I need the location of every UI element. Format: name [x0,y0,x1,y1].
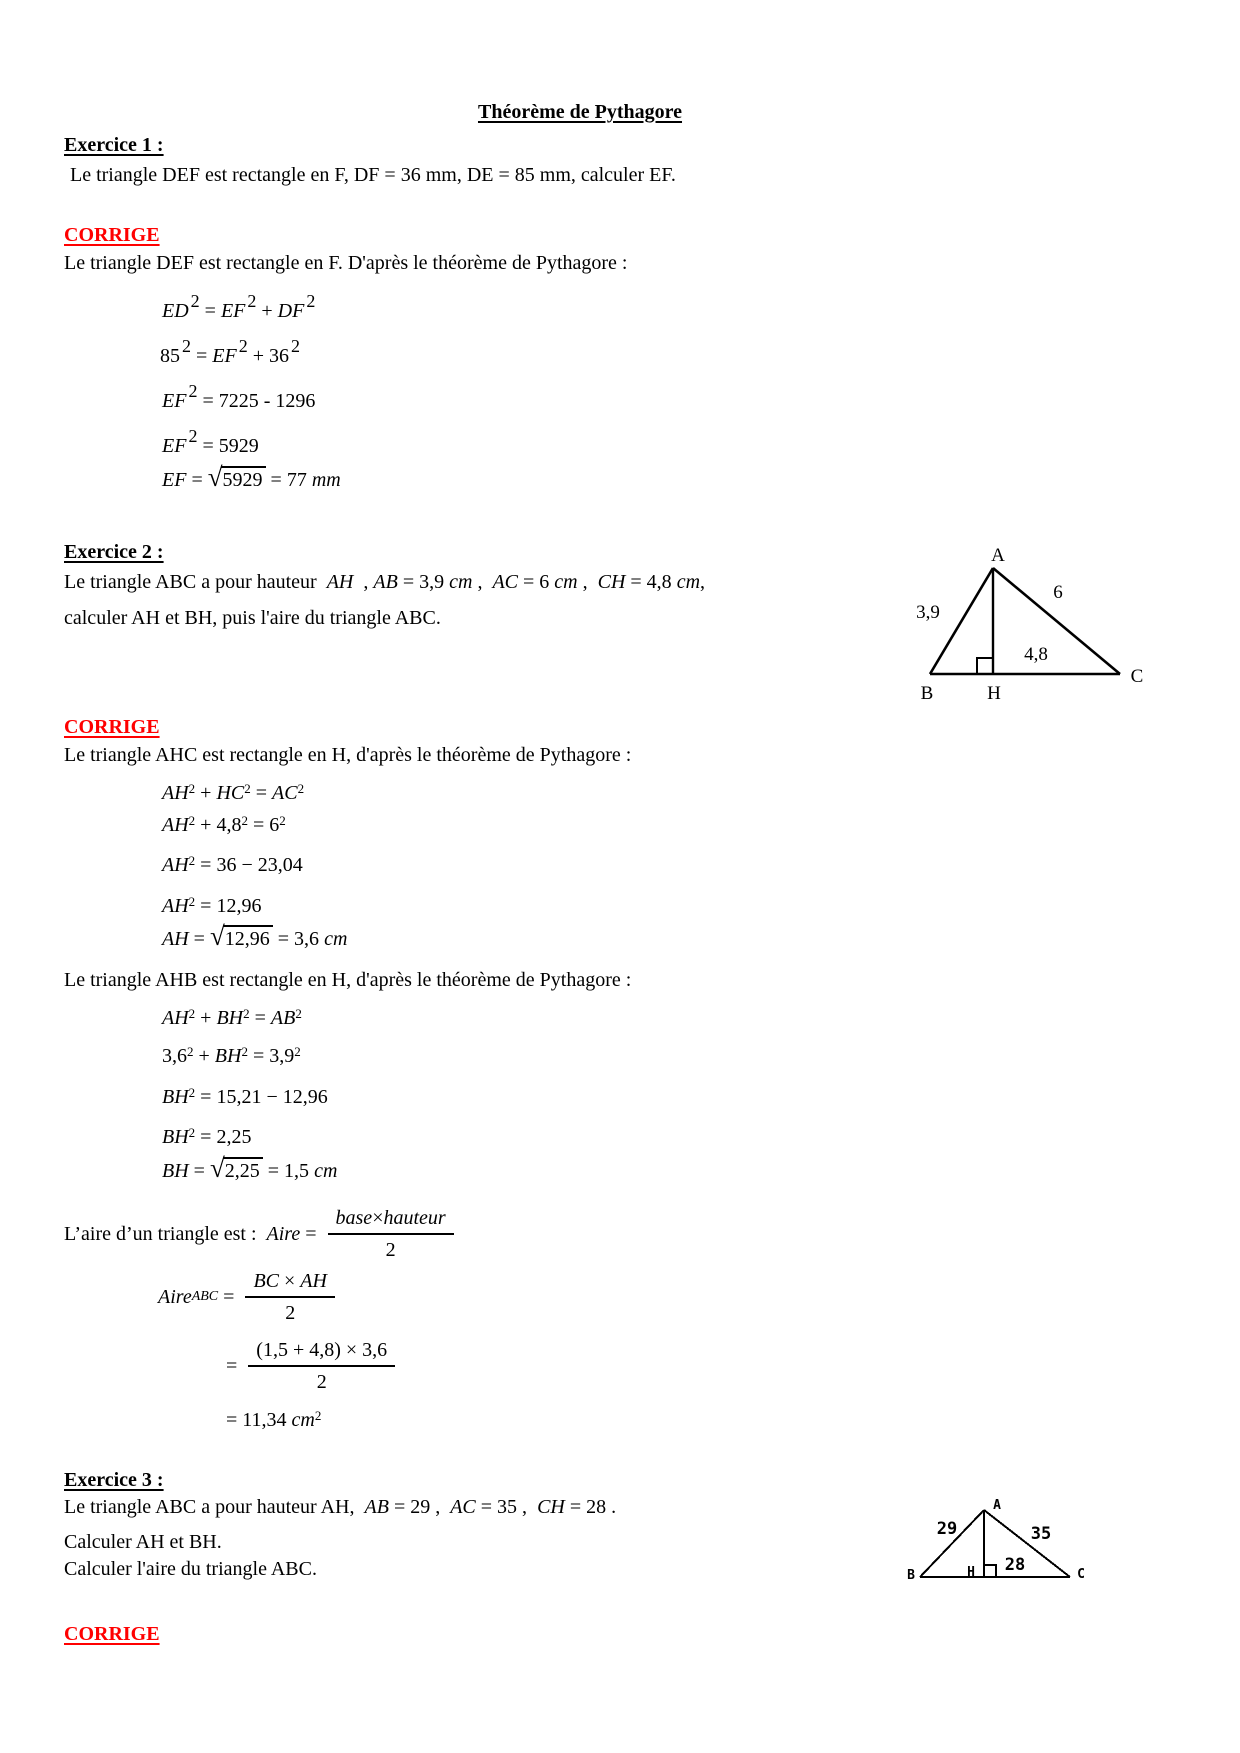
math-line: 85 2 = EF 2 + 36 2 [160,336,300,367]
foot-label-h: H [987,683,1001,704]
exercise2-solution-intro2: Le triangle AHB est rectangle en H, d'après le théorème de Pythagore : [64,969,632,991]
exercise2-statement-line2: calculer AH et BH, puis l'aire du triangle ABC. [64,607,441,629]
foot-label-h: H [967,1565,975,1580]
vertex-label-b: B [907,1568,915,1583]
exercise2-solution-intro1: Le triangle AHC est rectangle en H, d'après le théorème de Pythagore : [64,744,632,766]
right-angle-marker [977,658,993,674]
math-line: EF 2 = 7225 - 1296 [162,381,316,412]
triangle-diagram-exercise2 [890,540,1180,715]
math-line: $BH^2 = 2,25$ [162,1125,252,1148]
math-line: $AH^2 + HC^2 = AC^2$ [162,781,305,804]
math-line: $AH^2 = 12,96$ [162,894,262,917]
math-line: AH = √ 12,96 = 3,6 cm [162,921,348,951]
side-label-ac: 6 [1053,582,1063,603]
segment-label-hc: 4,8 [1024,644,1048,665]
math-line: $3,6^2 + BH^2 = 3,9^2$ [162,1044,301,1067]
exercise3-statement-line3: Calculer l'aire du triangle ABC. [64,1558,317,1580]
area-formula-line: Aire ABC = $\frac{BC \times AH}{2}$ [158,1268,341,1326]
segment-label-hc: 28 [1004,1555,1026,1575]
math-line: EF = √ 5929 = 77 mm [162,462,341,492]
exercise1-corrige-label: CORRIGE [64,224,160,246]
exercise1-statement: Le triangle DEF est rectangle en F, DF = 36 mm, DE = 85 mm, calculer EF. [70,164,676,186]
exercise3-heading: Exercice 3 : [64,1469,164,1491]
vertex-label-a: A [993,1498,1001,1513]
math-line: ED 2 = EF 2 + DF 2 [162,291,316,322]
exercise1-heading: Exercice 1 : [64,134,164,156]
area-result-line: = 11,34 $cm^2$ [226,1408,322,1431]
area-formula-line: = $\frac{(1,5 + 4,8) \times 3,6}{2}$ [226,1337,401,1395]
triangle-diagram-exercise3 [900,1490,1100,1590]
math-line: $BH^2 = 15,21 - 12,96$ [162,1085,328,1108]
exercise3-statement-line2: Calculer AH et BH. [64,1531,222,1553]
exercise1-solution-intro: Le triangle DEF est rectangle en F. D'après le théorème de Pythagore : [64,252,628,274]
area-formula-line: L’aire d’un triangle est : Aire = $\frac{\text{base×hauteur}}{2}$ [64,1205,460,1263]
math-line: $AH^2 + BH^2 = AB^2$ [162,1006,302,1029]
exercise3-statement-line1: Le triangle ABC a pour hauteur AH, AB = 29 , AC = 35 , CH = 28 . [64,1496,617,1518]
exercise2-statement-line1: Le triangle ABC a pour hauteur AH , AB = 3,9 cm , AC = 6 cm , CH = 4,8 cm, [64,571,706,593]
vertex-label-c: C [1130,666,1144,687]
side-label-ab: 3,9 [916,602,940,623]
exercise2-corrige-label: CORRIGE [64,716,160,738]
side-label-ab: 29 [936,1519,958,1539]
math-line: $AH^2 = 36 - 23,04$ [162,853,303,876]
vertex-label-a: A [991,545,1005,566]
math-line: $AH^2 + 4,8^2 = 6^2$ [162,813,286,836]
math-line: BH = √ 2,25 = 1,5 cm [162,1153,338,1183]
right-angle-marker [984,1565,996,1577]
exercise2-heading: Exercice 2 : [64,541,164,563]
vertex-label-b: B [920,683,934,704]
math-line: EF 2 = 5929 [162,426,259,457]
vertex-label-c: C [1077,1567,1085,1582]
page-title: Théorème de Pythagore [477,101,683,123]
exercise3-corrige-label: CORRIGE [64,1623,160,1645]
side-label-ac: 35 [1030,1524,1052,1544]
